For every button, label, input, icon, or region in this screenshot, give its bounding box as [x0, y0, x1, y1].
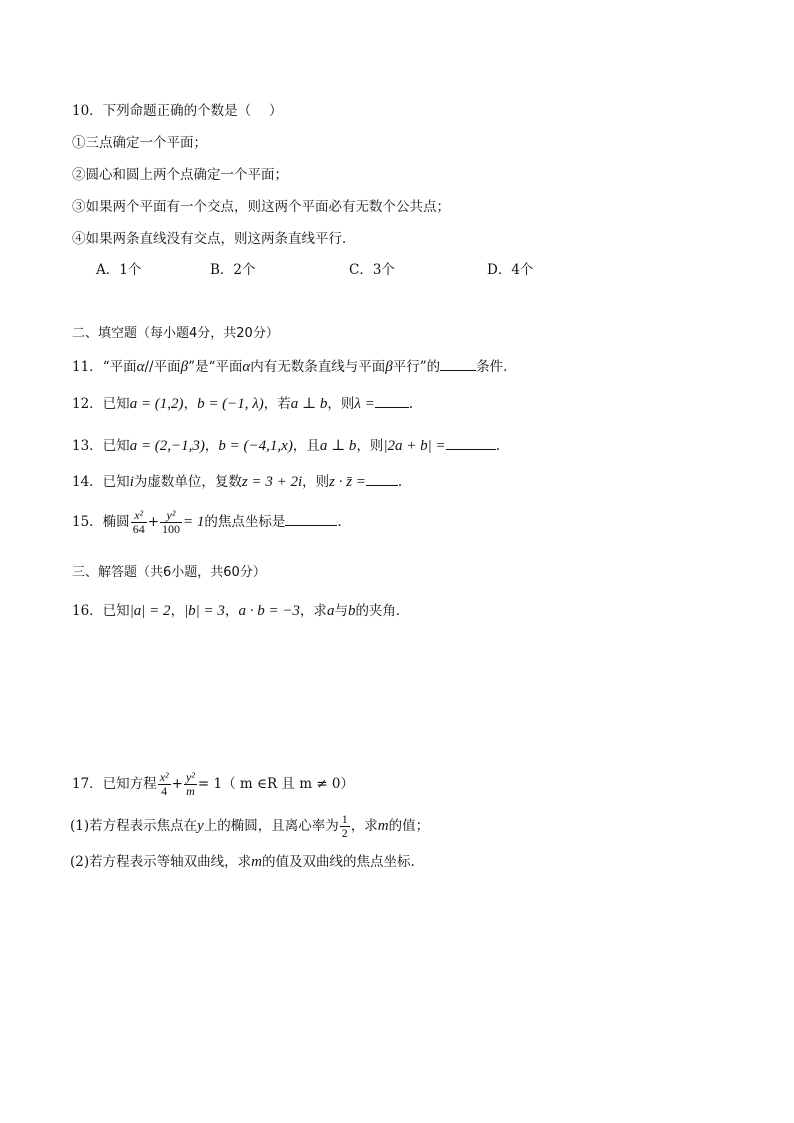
- q14: [72, 471, 402, 492]
- section-fill-in-heading: 二、填空题（每小题4分，共20分）: [72, 326, 279, 341]
- q11-text-2: 平面: [153, 359, 181, 375]
- y-axis-symbol: y: [197, 818, 204, 834]
- q16-text-1: ，求: [299, 603, 327, 619]
- q17-part2-text-2: 的值及双曲线的焦点坐标.: [261, 854, 415, 870]
- q11-text-5: 平行”的: [392, 359, 441, 375]
- fraction-numerator: x²: [131, 509, 147, 523]
- fraction-numerator: y²: [185, 770, 195, 784]
- q17-fraction-y: [184, 771, 197, 798]
- q16-mag-b: |b| = 3: [184, 603, 225, 619]
- q10-choice-b: B．2个: [210, 262, 256, 278]
- q15-number: 15．椭圆: [72, 514, 130, 530]
- q17-part-2: [70, 852, 415, 872]
- fraction-denominator: 4: [161, 784, 168, 798]
- section-answer-heading: 三、解答题（共6小题，共60分）: [72, 565, 266, 580]
- q10-choice-c: C．3个: [349, 262, 395, 278]
- answer-blank: [375, 393, 409, 408]
- beta-symbol: β: [385, 359, 393, 375]
- q16-mag-a: |a| = 2: [129, 603, 171, 619]
- alpha-symbol: α: [136, 359, 145, 375]
- q17-part-1: [70, 812, 429, 840]
- q17-part1-text-3: ，求: [350, 818, 378, 834]
- q17-part1-text-4: 的值；: [388, 818, 430, 834]
- q10-item-2: ②圆心和圆上两个点确定一个平面；: [72, 167, 288, 183]
- q11-text-3: ”是“平面: [188, 359, 243, 375]
- answer-blank: [440, 356, 476, 371]
- q15-fraction-x: [131, 509, 147, 536]
- vector-b-symbol: b: [347, 603, 356, 619]
- q13-period: .: [495, 438, 500, 454]
- q14-product: z · z̄ =: [329, 474, 366, 490]
- q12: 12．已知a = (1,2)，b = (−1, λ)，若a ⊥ b，则λ = .: [72, 393, 413, 414]
- q13-text-2: ，则: [356, 438, 384, 454]
- q13-number: 13．已知: [72, 438, 130, 454]
- q17-part1-text-2: 上的椭圆，且离心率为: [203, 818, 339, 834]
- q17-stem: 17．已知方程 $\frac{\text{x²}}{4}$ + $\frac{\text{y²}}{m}$ = 1（ m ∈R 且 m ≠ 0）: [72, 770, 354, 798]
- q11-number: 11．: [72, 359, 103, 375]
- q16-text-3: 的夹角．: [355, 603, 410, 619]
- q17-fraction-x: [158, 771, 171, 798]
- q13-text-1: ，且: [292, 438, 320, 454]
- q17-part1-text-1: (1)若方程表示焦点在: [70, 818, 198, 834]
- fraction-numerator: 1: [341, 812, 348, 826]
- q16-text-2: 与: [334, 603, 348, 619]
- q14-period: .: [397, 474, 403, 490]
- q14-text-2: ，则: [302, 474, 330, 490]
- q12-vector-a: a = (1,2): [129, 396, 184, 412]
- q10-item-3: ③如果两个平面有一个交点，则这两个平面必有无数个公共点；: [72, 199, 450, 215]
- q15: 15．椭圆 $\frac{\text{x²}}{64}$ + $\frac{\text{y²}}{100}$ = 1的焦点坐标是 .: [72, 508, 342, 536]
- q13-magnitude: |2a + b| =: [383, 438, 446, 454]
- q10-choice-d: D．4个: [487, 262, 534, 278]
- q16-dot-product: a · b = −3: [238, 603, 300, 619]
- q14-text-1: 为虚数单位，复数: [133, 474, 242, 490]
- eccentricity-fraction: [340, 813, 350, 840]
- alpha-symbol: α: [242, 359, 251, 375]
- vector-a-symbol: a: [326, 603, 335, 619]
- q11-text-1: “平面: [102, 359, 137, 375]
- q12-period: .: [408, 396, 414, 412]
- q14-complex-z: z = 3 + 2i: [241, 474, 303, 490]
- q17-part2-text-1: (2)若方程表示等轴双曲线，求: [70, 854, 252, 870]
- q15-fraction-y: [160, 509, 182, 536]
- q12-lambda: λ =: [354, 396, 375, 412]
- q17-number: 17．已知方程: [72, 776, 157, 792]
- m-symbol: m: [251, 854, 262, 870]
- q11-text-4: 内有无数条直线与平面: [250, 359, 386, 375]
- q11: [72, 356, 517, 377]
- q15-equals-one: = 1: [183, 514, 205, 530]
- q10-stem: 10．下列命题正确的个数是（ ）: [72, 103, 283, 119]
- fraction-denominator: 64: [132, 522, 145, 536]
- q14-number: 14．已知: [72, 474, 130, 490]
- q12-number: 12．已知: [72, 396, 130, 412]
- parallel-symbol: //: [144, 359, 154, 375]
- q13-vector-b: b = (−4,1,x): [218, 438, 293, 454]
- q15-text-1: 的焦点坐标是: [204, 514, 286, 530]
- answer-blank: [446, 435, 496, 450]
- q12-condition: a ⊥ b: [290, 396, 328, 412]
- q17-condition: = 1（ m ∈R 且 m ≠ 0）: [197, 776, 354, 792]
- q10-item-1: ①三点确定一个平面；: [72, 135, 207, 151]
- answer-blank: [366, 471, 398, 486]
- q11-text-6: 条件．: [476, 359, 517, 375]
- fraction-denominator: 100: [162, 522, 180, 536]
- fraction-denominator: m: [186, 784, 195, 798]
- q15-period: .: [337, 514, 342, 530]
- q13-condition: a ⊥ b: [319, 438, 357, 454]
- q13-vector-a: a = (2,−1,3): [129, 438, 205, 454]
- fraction-denominator: 2: [341, 826, 348, 840]
- q16: 16．已知|a| = 2，|b| = 3，a · b = −3，求a与b的夹角．: [72, 603, 410, 619]
- fraction-numerator: y²: [160, 509, 182, 523]
- q13: 13．已知a = (2,−1,3)，b = (−4,1,x)，且a ⊥ b，则|2a + b| = .: [72, 435, 500, 456]
- q10-choice-a: A．1个: [96, 262, 142, 278]
- q16-number: 16．已知: [72, 603, 130, 619]
- q12-text-2: ，则: [327, 396, 355, 412]
- q12-text-1: ，若: [263, 396, 291, 412]
- answer-blank: [285, 511, 337, 526]
- imaginary-unit: i: [129, 474, 134, 490]
- q10-item-4: ④如果两条直线没有交点，则这两条直线平行．: [72, 231, 356, 247]
- beta-symbol: β: [180, 359, 189, 375]
- m-symbol: m: [377, 818, 389, 834]
- q12-vector-b: b = (−1, λ): [197, 396, 264, 412]
- fraction-numerator: x²: [159, 770, 169, 784]
